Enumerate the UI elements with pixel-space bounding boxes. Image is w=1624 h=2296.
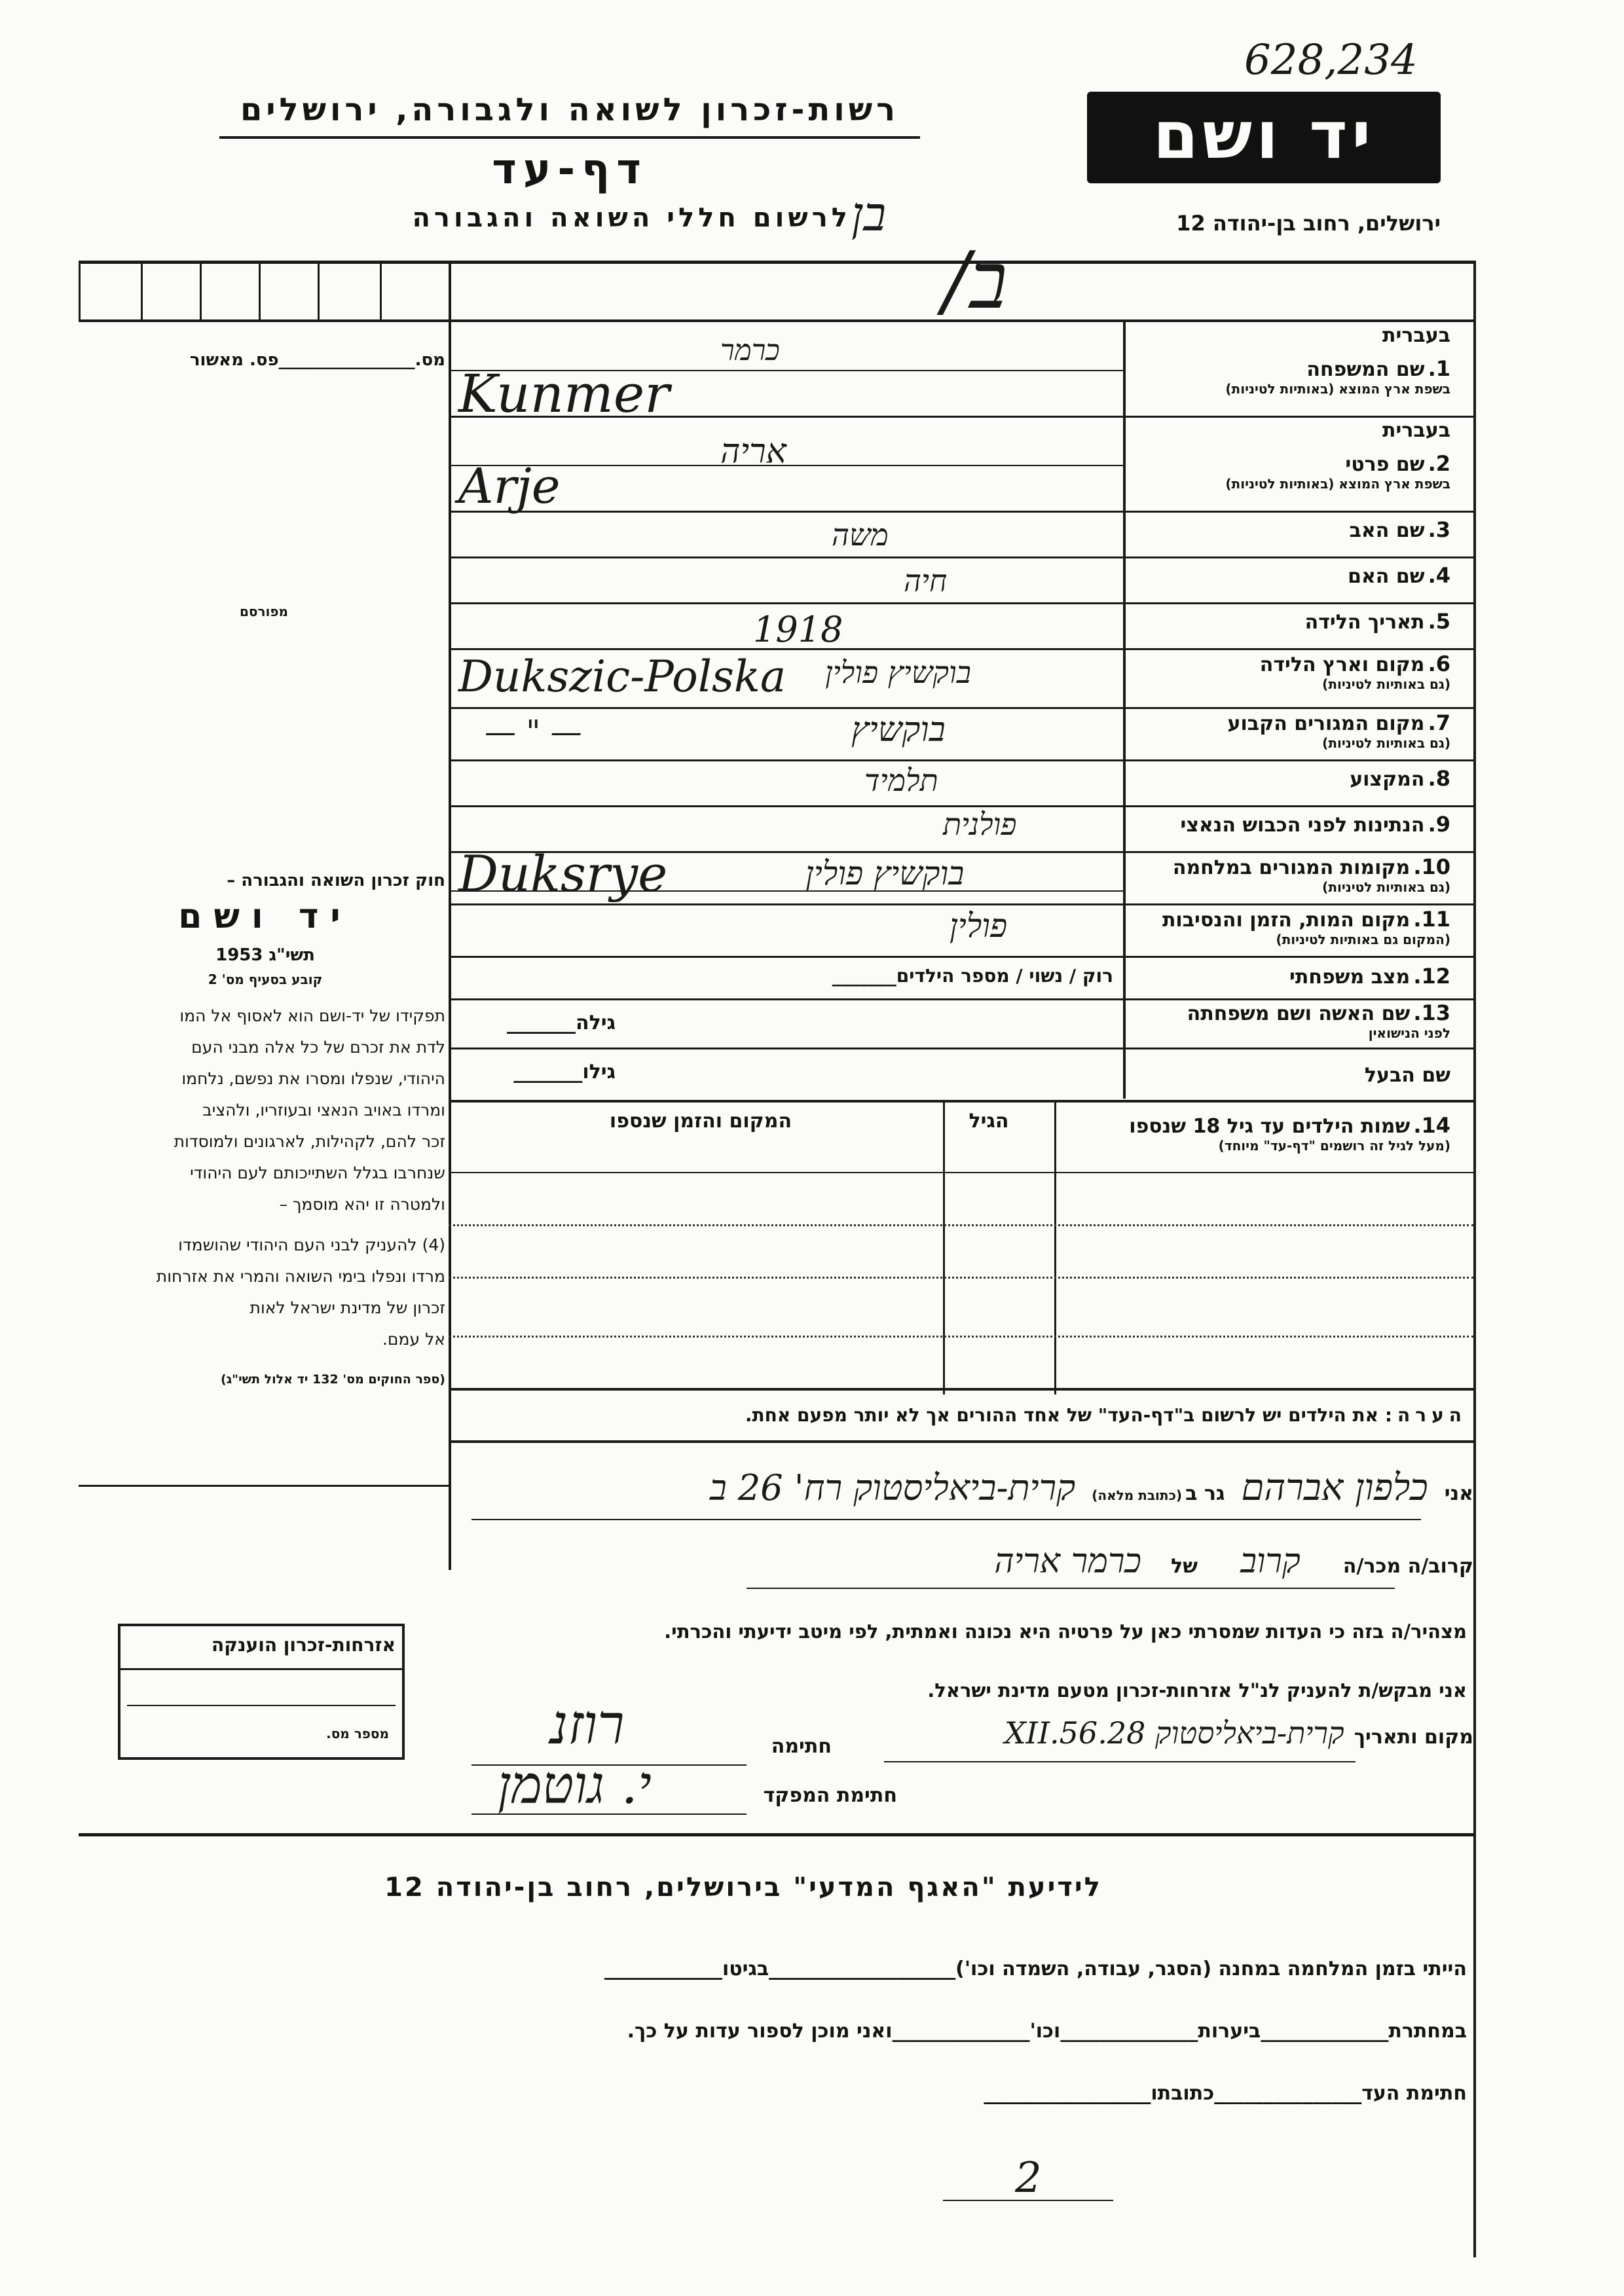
field-sub: לפני הנישואין: [1368, 1025, 1450, 1041]
marital-status: רוק / נשוי / מספר הילדים_______: [832, 965, 1113, 987]
field-sub: בשפת ארץ המוצא (באותיות לטיניות): [1225, 476, 1450, 492]
field-residence: [1126, 710, 1450, 751]
stamp-handwritten: /ב: [943, 236, 1008, 327]
law-year: תשי"ג 1953: [215, 945, 315, 965]
note-text: את הילדים יש לרשום ב"דף-העד" של אחד ההורים אך לא יותר מפעם אחת.: [745, 1404, 1379, 1426]
law-line: מרדו ונפלו בימי השואה והמרי את אזרחות: [156, 1267, 445, 1286]
citizenship-box-no: מספר מס.: [326, 1726, 389, 1741]
field-number: 13.: [1413, 1000, 1450, 1025]
field-wartime-residence: [1126, 854, 1450, 895]
law-title: חוק זכרון השואה והגבורה –: [227, 871, 445, 890]
collector-label: חתימת המפקד: [763, 1784, 897, 1807]
field-number: 2.: [1428, 451, 1450, 476]
field-number: 1.: [1428, 356, 1450, 381]
birth-date: 1918: [753, 609, 843, 650]
field-number: 3.: [1428, 517, 1450, 542]
field-number: 12.: [1413, 964, 1450, 989]
file-number-label: מס.________________פס. מאשור: [189, 350, 445, 370]
declarant-address: קרית-ביאליסטוק רח' 26 ב: [709, 1467, 1076, 1508]
field-label: שם פרטי: [1345, 453, 1425, 476]
field-surname: [1126, 324, 1450, 397]
field-sub: (גם באותיות לטיניות): [1322, 879, 1450, 895]
field-profession: [1126, 766, 1450, 791]
birth-place-latin: Dukszic-Polska: [458, 651, 786, 702]
note-label: הערה:: [1384, 1404, 1467, 1426]
signature-label: חתימה: [771, 1735, 832, 1758]
field-label: מקומות המגורים במלחמה: [1172, 856, 1411, 879]
form-title: דף-עד: [492, 145, 648, 194]
field-sub: (המקום גם באותיות לטיניות): [1276, 932, 1450, 947]
children-age-header: הגיל: [969, 1110, 1009, 1133]
wartime-residence-latin: Duksrye: [458, 845, 668, 903]
law-line: (4) להעניק לבני העם היהודי שהושמדו: [178, 1235, 445, 1254]
mother-name: חיה: [904, 563, 948, 598]
field-label: הנתינות לפני הכבוש הנאצי: [1180, 814, 1425, 837]
catalog-number: 628,234: [1244, 36, 1418, 84]
field-label: מקום המות, הזמן והנסיבות: [1162, 909, 1411, 932]
field-label: מצב משפחתי: [1289, 966, 1411, 989]
field-label: שם האשה ושם משפחתה: [1187, 1002, 1411, 1025]
birth-place-hebrew: בוקשיץ פולין: [825, 655, 971, 690]
form-subtitle: לרשום חללי השואה והגבורה: [412, 203, 851, 233]
law-footer: (ספר החוקים מס' 132 יד אלול תשי"ג): [221, 1372, 445, 1387]
collector-signature: י. גוטמן: [498, 1755, 652, 1815]
law-section: קובע בסעיף מס' 2: [208, 972, 323, 987]
field-number: 10.: [1413, 854, 1450, 879]
profession: תלמיד: [864, 763, 938, 798]
field-label: שמות הילדים עד גיל 18 שנספו: [1129, 1115, 1411, 1138]
law-line: שנחרבו בגלל השתייכותם לעם היהודי: [190, 1163, 445, 1182]
field-number: 4.: [1428, 563, 1450, 588]
footer-mark: 2: [1015, 2154, 1042, 2202]
wife-age-label: גילה_______: [507, 1011, 616, 1034]
declarant-line: אני כלפון אברהם גר ב (כתובת מלאה) קרית-ביאליסטוק רח' 26 ב: [709, 1467, 1473, 1509]
husband-age-label: גילו_______: [513, 1061, 616, 1084]
field-label: תאריך הלידה: [1304, 611, 1425, 634]
field-label: המקצוע: [1350, 768, 1425, 791]
field-birth-place: [1126, 651, 1450, 692]
field-label: שם האם: [1348, 565, 1425, 588]
law-line: לדת את זכרם של כל אלה מבני העם: [191, 1038, 445, 1057]
relation-line: קרוב/ה מכר/ה קרוב של כרמר אריה: [994, 1542, 1473, 1581]
field-marital-status: [1126, 964, 1450, 989]
residence-latin: — " —: [485, 714, 582, 750]
field-number: 11.: [1413, 907, 1450, 932]
forests-line: במחתרת_____________ביערות______________וכו'______________ואני מוכן לספור עדות על כך.: [627, 2020, 1467, 2043]
note: [458, 1404, 1467, 1426]
field-wife: [1126, 1000, 1450, 1041]
law-line: ומרדו באויב הנאצי ובעוזריו, ולהציב: [202, 1101, 445, 1120]
law-line: זכר להם, לקהילות, לארגונים ולמוסדות: [174, 1132, 445, 1151]
camp-line: הייתי בזמן המלחמה במחנה (הסגר, עבודה, השמדה וכו')___________________בגיטו____________: [604, 1958, 1467, 1980]
law-line: זכרון של מדינת ישראל לאות: [249, 1298, 445, 1317]
place-date-line: מקום ותאריך קרית-ביאליסטוק 28.XII.56: [1004, 1715, 1473, 1751]
field-number: 8.: [1428, 766, 1450, 791]
lang-hebrew-label: בעברית: [1382, 419, 1450, 442]
citizenship-box-title: אזרחות-זכרון הוענקה: [212, 1634, 396, 1656]
field-label: מקום וארץ הלידה: [1259, 653, 1425, 676]
field-death: [1126, 907, 1450, 947]
first-name-latin: Arje: [458, 458, 561, 515]
death-place: פולין: [950, 907, 1008, 945]
request-text: אני מבקש/ת להעניק לנ"ל אזרחות-זכרון מטעם מדינת ישראל.: [927, 1679, 1467, 1702]
residence-hebrew: בוקשיץ: [851, 710, 946, 750]
field-father: [1126, 517, 1450, 542]
field-number: 14.: [1413, 1113, 1450, 1138]
field-number: 6.: [1428, 651, 1450, 676]
law-box: [85, 871, 445, 1387]
authority-title: רשות-זכרון לשואה ולגבורה, ירושלים: [240, 92, 900, 128]
declaration-text: מצהיר/ה בזה כי העדות שמסרתי כאן על פרטיה היא נכונה ואמתית, לפי מיטב ידיעתי והכרתי.: [664, 1620, 1467, 1643]
law-line: אל עמם.: [382, 1330, 445, 1349]
field-nationality: [1126, 812, 1450, 837]
field-sub: בשפת ארץ המוצא (באותיות לטיניות): [1225, 381, 1450, 397]
sealed-label: מפורסם: [239, 604, 288, 619]
field-label: שם האב: [1349, 519, 1425, 542]
signature: רוזנ: [550, 1692, 625, 1757]
surname-latin: Kunmer: [458, 363, 670, 424]
field-sub: (גם באותיות לטיניות): [1322, 676, 1450, 692]
field-sub: (גם באותיות לטיניות): [1322, 735, 1450, 751]
field-number: 7.: [1428, 710, 1450, 735]
nationality: פולנית: [943, 807, 1017, 842]
yad-vashem-logo: [1087, 92, 1441, 183]
citizenship-box: [118, 1624, 405, 1760]
law-line: תפקידו של יד-ושם הוא לאסוף אל המו: [179, 1006, 445, 1025]
field-sub: (מעל לגיל זה רושמים "דף-עד" מיוחד): [1218, 1138, 1450, 1154]
law-line: ולמטרה זו יהא מוסמך –: [279, 1195, 445, 1214]
law-name: יד ושם: [178, 897, 352, 936]
field-birth-date: [1126, 609, 1450, 634]
field-mother: [1126, 563, 1450, 588]
field-label: מקום המגורים הקבוע: [1227, 712, 1425, 735]
field-label: שם המשפחה: [1306, 358, 1425, 381]
field-husband: [1126, 1064, 1450, 1087]
field-label: שם הבעל: [1364, 1064, 1450, 1087]
address-header: ירושלים, רחוב בן-יהודה 12: [1176, 211, 1441, 236]
field-number: 5.: [1428, 609, 1450, 634]
place-date: קרית-ביאליסטוק 28.XII.56: [1004, 1715, 1344, 1751]
field-first-name: [1126, 419, 1450, 492]
lang-hebrew-label: בעברית: [1382, 324, 1450, 347]
law-line: היהודי, שנפלו ומסרו את נפשם, נלחמו: [181, 1069, 445, 1088]
wartime-residence-hebrew: בוקשיץ פולין: [805, 854, 965, 892]
first-name-hebrew: אריה: [720, 432, 786, 471]
declarant-name: כלפון אברהם: [1241, 1467, 1428, 1509]
relation-value: קרוב: [1240, 1542, 1301, 1581]
relation-of-value: כרמר אריה: [994, 1542, 1141, 1581]
stamp-mark: בן: [851, 187, 887, 242]
witness-line: חתימת העד_______________כתובתו_________________: [984, 2082, 1467, 2105]
surname-hebrew: כרמר: [720, 334, 780, 367]
logo-text: יד ושם: [1153, 97, 1375, 173]
father-name: משה: [832, 517, 889, 553]
field-children: [1058, 1113, 1450, 1154]
science-title: לידיעת "האגף המדעי" בירושלים, רחוב בן-יהודה 12: [384, 1872, 1102, 1903]
field-number: 9.: [1428, 812, 1450, 837]
children-place-header: המקום והזמן שנספו: [609, 1110, 792, 1133]
